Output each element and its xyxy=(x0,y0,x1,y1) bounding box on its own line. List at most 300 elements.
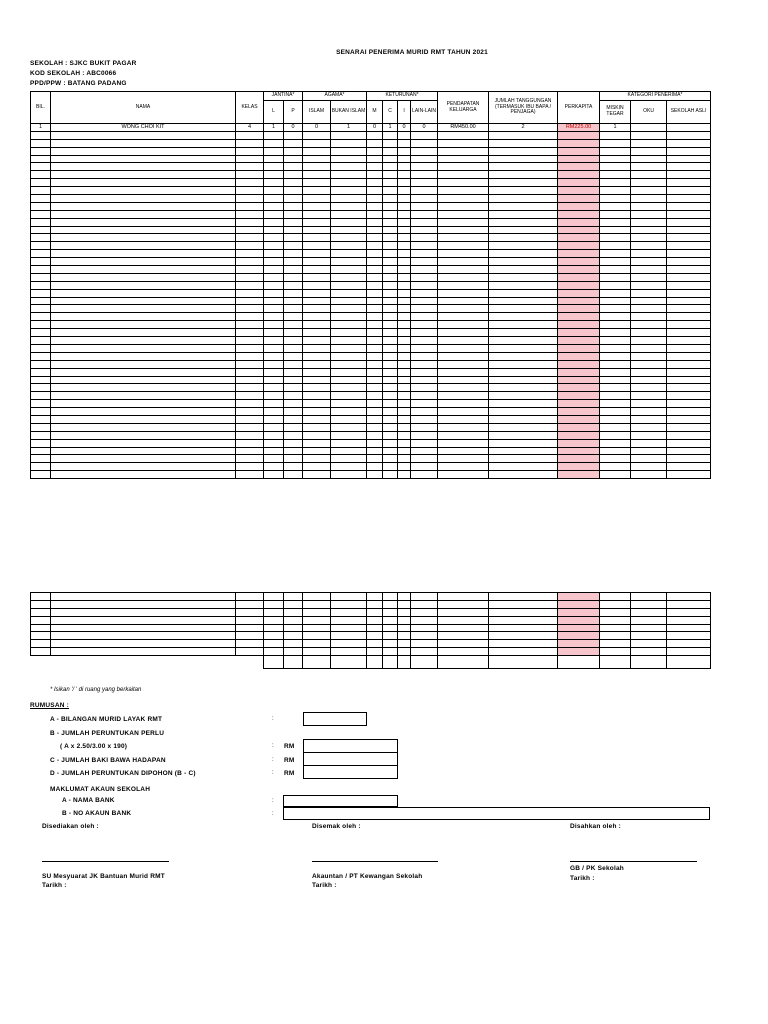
cell-c[interactable] xyxy=(383,344,398,352)
cell-lain[interactable] xyxy=(411,455,438,463)
cell-islam[interactable] xyxy=(303,187,331,195)
cell-m[interactable] xyxy=(367,155,383,163)
cell-tanggungan[interactable] xyxy=(489,297,558,305)
cell-c[interactable] xyxy=(383,242,398,250)
cell-bukan-islam[interactable] xyxy=(331,423,367,431)
cell-nama[interactable] xyxy=(51,632,236,640)
cell-bil[interactable] xyxy=(31,131,51,139)
cell-asli[interactable] xyxy=(667,313,711,321)
cell-miskin[interactable] xyxy=(600,313,631,321)
cell-perkapita[interactable] xyxy=(558,368,600,376)
cell-tanggungan[interactable] xyxy=(489,463,558,471)
cell-asli[interactable] xyxy=(667,648,711,656)
cell-tanggungan[interactable] xyxy=(489,447,558,455)
cell-bukan-islam[interactable] xyxy=(331,139,367,147)
cell-i[interactable] xyxy=(398,648,411,656)
cell-bil[interactable] xyxy=(31,447,51,455)
cell-islam[interactable] xyxy=(303,202,331,210)
cell-pendapatan[interactable]: RM450.00 xyxy=(438,124,489,132)
cell-nama[interactable] xyxy=(51,242,236,250)
cell-oku[interactable] xyxy=(631,131,667,139)
cell-perkapita[interactable] xyxy=(558,352,600,360)
cell-m[interactable] xyxy=(367,281,383,289)
cell-nama[interactable] xyxy=(51,305,236,313)
cell-p[interactable] xyxy=(284,171,303,179)
cell-p[interactable] xyxy=(284,593,303,601)
cell-lain[interactable] xyxy=(411,171,438,179)
cell-asli[interactable] xyxy=(667,471,711,479)
cell-lain[interactable] xyxy=(411,608,438,616)
cell-perkapita[interactable] xyxy=(558,226,600,234)
cell-kelas[interactable] xyxy=(236,250,264,258)
cell-asli[interactable] xyxy=(667,297,711,305)
cell-p[interactable] xyxy=(284,344,303,352)
cell-miskin[interactable] xyxy=(600,187,631,195)
cell-asli[interactable] xyxy=(667,423,711,431)
cell-pendapatan[interactable] xyxy=(438,384,489,392)
cell-nama[interactable] xyxy=(51,423,236,431)
cell-l[interactable] xyxy=(264,171,284,179)
cell-bil[interactable] xyxy=(31,171,51,179)
cell-perkapita[interactable] xyxy=(558,187,600,195)
cell-c[interactable] xyxy=(383,471,398,479)
cell-p[interactable] xyxy=(284,368,303,376)
cell-islam[interactable] xyxy=(303,376,331,384)
cell-miskin[interactable] xyxy=(600,321,631,329)
cell-l[interactable] xyxy=(264,640,284,648)
cell-c[interactable] xyxy=(383,352,398,360)
cell-nama[interactable] xyxy=(51,593,236,601)
cell-c[interactable] xyxy=(383,624,398,632)
cell-bil[interactable] xyxy=(31,423,51,431)
cell-miskin[interactable] xyxy=(600,273,631,281)
cell-asli[interactable] xyxy=(667,632,711,640)
cell-lain[interactable] xyxy=(411,344,438,352)
cell-miskin[interactable] xyxy=(600,202,631,210)
cell-perkapita[interactable] xyxy=(558,471,600,479)
cell-p[interactable] xyxy=(284,616,303,624)
cell-m[interactable] xyxy=(367,648,383,656)
cell-l[interactable] xyxy=(264,266,284,274)
cell-lain[interactable] xyxy=(411,139,438,147)
cell-c[interactable] xyxy=(383,289,398,297)
cell-pendapatan[interactable] xyxy=(438,234,489,242)
cell-kelas[interactable] xyxy=(236,344,264,352)
cell-l[interactable] xyxy=(264,242,284,250)
cell-lain[interactable]: 0 xyxy=(411,124,438,132)
cell-p[interactable] xyxy=(284,455,303,463)
cell-tanggungan[interactable] xyxy=(489,632,558,640)
cell-islam[interactable] xyxy=(303,139,331,147)
cell-pendapatan[interactable] xyxy=(438,210,489,218)
cell-perkapita[interactable] xyxy=(558,648,600,656)
cell-lain[interactable] xyxy=(411,423,438,431)
cell-bukan-islam[interactable] xyxy=(331,313,367,321)
cell-l[interactable] xyxy=(264,139,284,147)
cell-pendapatan[interactable] xyxy=(438,431,489,439)
cell-nama[interactable] xyxy=(51,187,236,195)
cell-p[interactable] xyxy=(284,266,303,274)
cell-islam[interactable] xyxy=(303,471,331,479)
cell-kelas[interactable] xyxy=(236,163,264,171)
cell-p[interactable] xyxy=(284,202,303,210)
cell-asli[interactable] xyxy=(667,408,711,416)
cell-l[interactable] xyxy=(264,329,284,337)
cell-islam[interactable] xyxy=(303,640,331,648)
cell-l[interactable] xyxy=(264,593,284,601)
cell-miskin[interactable] xyxy=(600,471,631,479)
cell-p[interactable] xyxy=(284,423,303,431)
cell-oku[interactable] xyxy=(631,600,667,608)
cell-miskin[interactable] xyxy=(600,163,631,171)
cell-islam[interactable] xyxy=(303,273,331,281)
cell-m[interactable] xyxy=(367,447,383,455)
field-bilangan-murid[interactable] xyxy=(303,712,367,726)
cell-oku[interactable] xyxy=(631,408,667,416)
cell-oku[interactable] xyxy=(631,195,667,203)
cell-oku[interactable] xyxy=(631,439,667,447)
cell-m[interactable] xyxy=(367,234,383,242)
cell-m[interactable] xyxy=(367,195,383,203)
cell-l[interactable] xyxy=(264,600,284,608)
cell-oku[interactable] xyxy=(631,305,667,313)
cell-c[interactable] xyxy=(383,147,398,155)
cell-p[interactable] xyxy=(284,321,303,329)
cell-bil[interactable] xyxy=(31,234,51,242)
cell-kelas[interactable] xyxy=(236,600,264,608)
cell-nama[interactable] xyxy=(51,400,236,408)
cell-islam[interactable] xyxy=(303,305,331,313)
cell-pendapatan[interactable] xyxy=(438,368,489,376)
cell-l[interactable] xyxy=(264,384,284,392)
cell-islam[interactable] xyxy=(303,344,331,352)
cell-asli[interactable] xyxy=(667,179,711,187)
cell-l[interactable] xyxy=(264,187,284,195)
cell-miskin[interactable]: 1 xyxy=(600,124,631,132)
cell-tanggungan[interactable] xyxy=(489,439,558,447)
cell-l[interactable] xyxy=(264,131,284,139)
cell-pendapatan[interactable] xyxy=(438,593,489,601)
cell-miskin[interactable] xyxy=(600,656,631,669)
cell-asli[interactable] xyxy=(667,439,711,447)
cell-nama[interactable] xyxy=(51,131,236,139)
signature-line-gb[interactable] xyxy=(570,861,697,862)
cell-islam[interactable] xyxy=(303,329,331,337)
cell-kelas[interactable] xyxy=(236,313,264,321)
cell-asli[interactable] xyxy=(667,376,711,384)
cell-m[interactable] xyxy=(367,360,383,368)
cell-l[interactable] xyxy=(264,376,284,384)
cell-perkapita[interactable] xyxy=(558,171,600,179)
cell-oku[interactable] xyxy=(631,147,667,155)
cell-perkapita[interactable] xyxy=(558,640,600,648)
cell-kelas[interactable] xyxy=(236,147,264,155)
cell-kelas[interactable] xyxy=(236,656,264,669)
cell-nama[interactable] xyxy=(51,392,236,400)
cell-kelas[interactable] xyxy=(236,297,264,305)
cell-i[interactable] xyxy=(398,384,411,392)
cell-tanggungan[interactable] xyxy=(489,147,558,155)
cell-perkapita[interactable] xyxy=(558,210,600,218)
cell-c[interactable] xyxy=(383,632,398,640)
cell-perkapita[interactable] xyxy=(558,463,600,471)
cell-tanggungan[interactable] xyxy=(489,210,558,218)
cell-nama[interactable] xyxy=(51,139,236,147)
cell-i[interactable] xyxy=(398,376,411,384)
cell-oku[interactable] xyxy=(631,258,667,266)
cell-oku[interactable] xyxy=(631,321,667,329)
cell-oku[interactable] xyxy=(631,400,667,408)
cell-asli[interactable] xyxy=(667,608,711,616)
cell-bil[interactable] xyxy=(31,455,51,463)
cell-p[interactable] xyxy=(284,329,303,337)
cell-i[interactable] xyxy=(398,463,411,471)
cell-pendapatan[interactable] xyxy=(438,321,489,329)
cell-p[interactable] xyxy=(284,155,303,163)
cell-perkapita[interactable] xyxy=(558,400,600,408)
cell-c[interactable] xyxy=(383,656,398,669)
cell-l[interactable] xyxy=(264,400,284,408)
cell-lain[interactable] xyxy=(411,297,438,305)
cell-bukan-islam[interactable] xyxy=(331,226,367,234)
cell-miskin[interactable] xyxy=(600,376,631,384)
cell-bukan-islam[interactable] xyxy=(331,447,367,455)
cell-pendapatan[interactable] xyxy=(438,163,489,171)
cell-oku[interactable] xyxy=(631,463,667,471)
cell-oku[interactable] xyxy=(631,250,667,258)
cell-pendapatan[interactable] xyxy=(438,471,489,479)
cell-islam[interactable] xyxy=(303,289,331,297)
cell-asli[interactable] xyxy=(667,384,711,392)
cell-i[interactable] xyxy=(398,210,411,218)
cell-pendapatan[interactable] xyxy=(438,266,489,274)
cell-oku[interactable] xyxy=(631,329,667,337)
cell-asli[interactable] xyxy=(667,250,711,258)
cell-nama[interactable] xyxy=(51,281,236,289)
cell-pendapatan[interactable] xyxy=(438,648,489,656)
cell-m[interactable] xyxy=(367,640,383,648)
cell-perkapita[interactable] xyxy=(558,384,600,392)
cell-p[interactable] xyxy=(284,234,303,242)
cell-lain[interactable] xyxy=(411,210,438,218)
cell-nama[interactable] xyxy=(51,179,236,187)
cell-islam[interactable] xyxy=(303,155,331,163)
cell-miskin[interactable] xyxy=(600,171,631,179)
cell-l[interactable] xyxy=(264,608,284,616)
cell-nama[interactable] xyxy=(51,368,236,376)
cell-pendapatan[interactable] xyxy=(438,179,489,187)
cell-pendapatan[interactable] xyxy=(438,273,489,281)
cell-pendapatan[interactable] xyxy=(438,139,489,147)
cell-miskin[interactable] xyxy=(600,234,631,242)
cell-m[interactable] xyxy=(367,187,383,195)
cell-tanggungan[interactable] xyxy=(489,155,558,163)
cell-oku[interactable] xyxy=(631,337,667,345)
cell-bukan-islam[interactable] xyxy=(331,179,367,187)
cell-bil[interactable] xyxy=(31,147,51,155)
cell-bukan-islam[interactable] xyxy=(331,368,367,376)
cell-miskin[interactable] xyxy=(600,447,631,455)
cell-l[interactable] xyxy=(264,195,284,203)
cell-oku[interactable] xyxy=(631,384,667,392)
cell-nama[interactable] xyxy=(51,376,236,384)
cell-m[interactable] xyxy=(367,471,383,479)
cell-pendapatan[interactable] xyxy=(438,408,489,416)
cell-pendapatan[interactable] xyxy=(438,305,489,313)
cell-islam[interactable] xyxy=(303,163,331,171)
cell-tanggungan[interactable] xyxy=(489,202,558,210)
cell-nama[interactable] xyxy=(51,360,236,368)
cell-tanggungan[interactable] xyxy=(489,431,558,439)
cell-i[interactable] xyxy=(398,171,411,179)
cell-perkapita[interactable] xyxy=(558,624,600,632)
cell-islam[interactable] xyxy=(303,171,331,179)
cell-i[interactable] xyxy=(398,431,411,439)
cell-perkapita[interactable] xyxy=(558,360,600,368)
cell-lain[interactable] xyxy=(411,600,438,608)
cell-l[interactable] xyxy=(264,408,284,416)
cell-perkapita[interactable] xyxy=(558,600,600,608)
cell-pendapatan[interactable] xyxy=(438,171,489,179)
cell-islam[interactable] xyxy=(303,616,331,624)
cell-lain[interactable] xyxy=(411,471,438,479)
cell-miskin[interactable] xyxy=(600,648,631,656)
cell-bukan-islam[interactable] xyxy=(331,376,367,384)
cell-i[interactable] xyxy=(398,352,411,360)
cell-p[interactable] xyxy=(284,400,303,408)
cell-c[interactable] xyxy=(383,368,398,376)
cell-kelas[interactable] xyxy=(236,195,264,203)
cell-miskin[interactable] xyxy=(600,297,631,305)
cell-l[interactable] xyxy=(264,289,284,297)
cell-bil[interactable] xyxy=(31,632,51,640)
cell-miskin[interactable] xyxy=(600,600,631,608)
cell-perkapita[interactable] xyxy=(558,218,600,226)
cell-bil[interactable] xyxy=(31,250,51,258)
cell-c[interactable] xyxy=(383,179,398,187)
cell-i[interactable] xyxy=(398,250,411,258)
cell-nama[interactable] xyxy=(51,226,236,234)
cell-c[interactable] xyxy=(383,163,398,171)
cell-miskin[interactable] xyxy=(600,344,631,352)
cell-m[interactable] xyxy=(367,344,383,352)
cell-l[interactable] xyxy=(264,147,284,155)
cell-c[interactable] xyxy=(383,218,398,226)
cell-p[interactable] xyxy=(284,376,303,384)
cell-bukan-islam[interactable] xyxy=(331,415,367,423)
cell-perkapita[interactable] xyxy=(558,266,600,274)
cell-asli[interactable] xyxy=(667,463,711,471)
cell-bukan-islam[interactable] xyxy=(331,439,367,447)
cell-c[interactable] xyxy=(383,648,398,656)
cell-pendapatan[interactable] xyxy=(438,632,489,640)
cell-pendapatan[interactable] xyxy=(438,218,489,226)
cell-bukan-islam[interactable] xyxy=(331,155,367,163)
cell-m[interactable] xyxy=(367,171,383,179)
cell-bukan-islam[interactable] xyxy=(331,408,367,416)
cell-p[interactable] xyxy=(284,624,303,632)
cell-kelas[interactable] xyxy=(236,455,264,463)
cell-kelas[interactable] xyxy=(236,368,264,376)
cell-islam[interactable] xyxy=(303,400,331,408)
cell-perkapita[interactable] xyxy=(558,616,600,624)
cell-nama[interactable] xyxy=(51,447,236,455)
cell-m[interactable] xyxy=(367,321,383,329)
cell-m[interactable] xyxy=(367,139,383,147)
cell-p[interactable] xyxy=(284,242,303,250)
cell-i[interactable] xyxy=(398,368,411,376)
cell-i[interactable] xyxy=(398,423,411,431)
cell-lain[interactable] xyxy=(411,632,438,640)
cell-i[interactable] xyxy=(398,313,411,321)
cell-miskin[interactable] xyxy=(600,226,631,234)
cell-kelas[interactable] xyxy=(236,608,264,616)
cell-i[interactable] xyxy=(398,147,411,155)
cell-nama[interactable] xyxy=(51,313,236,321)
cell-tanggungan[interactable] xyxy=(489,640,558,648)
cell-p[interactable] xyxy=(284,384,303,392)
cell-tanggungan[interactable] xyxy=(489,250,558,258)
cell-m[interactable] xyxy=(367,608,383,616)
cell-oku[interactable] xyxy=(631,423,667,431)
cell-p[interactable] xyxy=(284,439,303,447)
cell-pendapatan[interactable] xyxy=(438,439,489,447)
cell-l[interactable] xyxy=(264,447,284,455)
cell-kelas[interactable] xyxy=(236,273,264,281)
cell-p[interactable] xyxy=(284,640,303,648)
cell-bil[interactable] xyxy=(31,431,51,439)
cell-i[interactable] xyxy=(398,656,411,669)
cell-pendapatan[interactable] xyxy=(438,281,489,289)
cell-bukan-islam[interactable] xyxy=(331,471,367,479)
cell-i[interactable] xyxy=(398,234,411,242)
cell-islam[interactable] xyxy=(303,258,331,266)
cell-bukan-islam[interactable] xyxy=(331,273,367,281)
cell-nama[interactable] xyxy=(51,171,236,179)
cell-islam[interactable] xyxy=(303,368,331,376)
cell-asli[interactable] xyxy=(667,616,711,624)
cell-bukan-islam[interactable] xyxy=(331,187,367,195)
cell-p[interactable] xyxy=(284,147,303,155)
cell-asli[interactable] xyxy=(667,124,711,132)
cell-lain[interactable] xyxy=(411,337,438,345)
signature-line-su[interactable] xyxy=(42,861,169,862)
cell-p[interactable] xyxy=(284,281,303,289)
cell-asli[interactable] xyxy=(667,640,711,648)
cell-l[interactable] xyxy=(264,250,284,258)
cell-islam[interactable] xyxy=(303,242,331,250)
cell-perkapita[interactable] xyxy=(558,305,600,313)
cell-p[interactable] xyxy=(284,313,303,321)
cell-c[interactable]: 1 xyxy=(383,124,398,132)
cell-miskin[interactable] xyxy=(600,242,631,250)
cell-bil[interactable] xyxy=(31,297,51,305)
cell-l[interactable] xyxy=(264,455,284,463)
cell-i[interactable] xyxy=(398,266,411,274)
cell-pendapatan[interactable] xyxy=(438,131,489,139)
cell-bukan-islam[interactable] xyxy=(331,131,367,139)
cell-perkapita[interactable] xyxy=(558,131,600,139)
cell-bukan-islam[interactable] xyxy=(331,281,367,289)
cell-kelas[interactable] xyxy=(236,131,264,139)
cell-nama[interactable] xyxy=(51,297,236,305)
cell-bukan-islam[interactable] xyxy=(331,218,367,226)
cell-perkapita[interactable] xyxy=(558,455,600,463)
cell-oku[interactable] xyxy=(631,297,667,305)
cell-lain[interactable] xyxy=(411,360,438,368)
cell-i[interactable] xyxy=(398,360,411,368)
cell-lain[interactable] xyxy=(411,250,438,258)
